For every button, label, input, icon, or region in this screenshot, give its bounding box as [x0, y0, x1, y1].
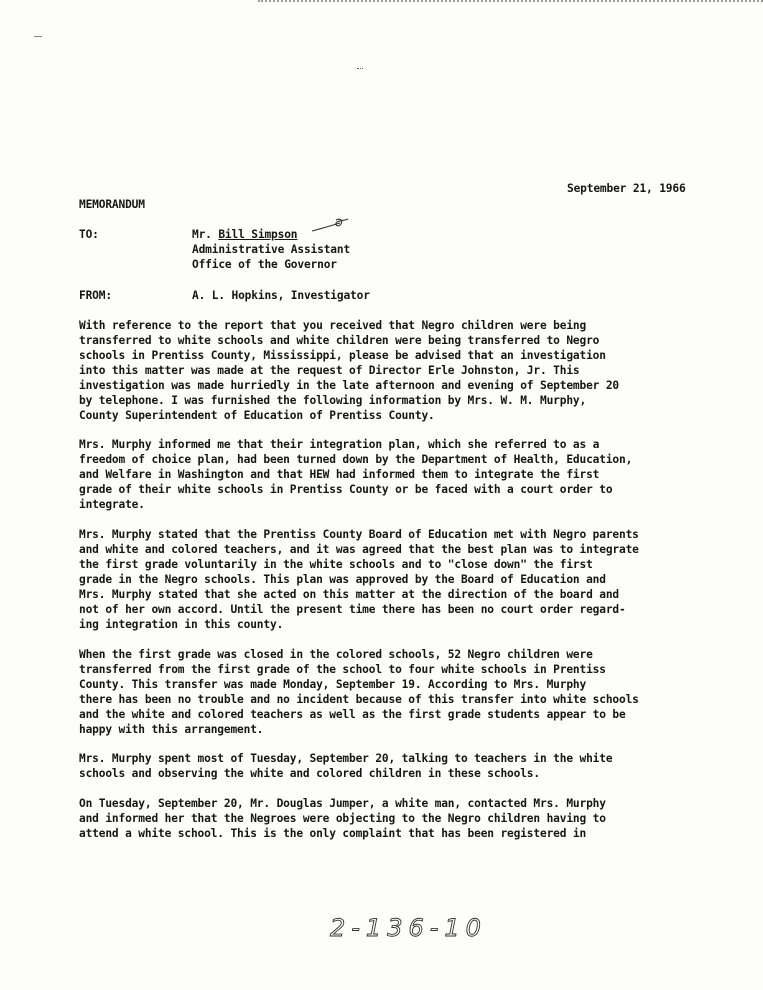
body-paragraph-3	[79, 527, 724, 632]
text-line: Mrs. Murphy spent most of Tuesday, September 20, talking to teachers in the white	[79, 752, 613, 765]
text-line: Mrs. Murphy stated that the Prentiss County Board of Education met with Negro parents	[79, 528, 639, 541]
from-label: FROM:	[79, 289, 112, 302]
to-label: TO:	[79, 228, 99, 241]
recipient-name-prefix: Mr.	[192, 228, 219, 241]
text-line: Mrs. Murphy informed me that their integration plan, which she referred to as a	[79, 438, 600, 451]
scan-speck	[34, 36, 42, 37]
body-paragraph-1	[79, 318, 724, 423]
text-line: grade in the Negro schools. This plan was approved by the Board of Education and	[79, 573, 606, 586]
text-line: schools in Prentiss County, Mississippi, please be advised that an investigation	[79, 349, 606, 362]
text-line: integrate.	[79, 498, 145, 511]
text-line: the first grade voluntarily in the white schools and to "close down" the first	[79, 558, 593, 571]
page-top-edge	[258, 0, 763, 2]
text-line: and the white and colored teachers as well as the first grade students appear to be	[79, 708, 626, 721]
to-recipient-block	[192, 227, 350, 272]
text-line: investigation was made hurriedly in the late afternoon and evening of September 20	[79, 379, 620, 392]
memo-date: September 21, 1966	[567, 182, 686, 195]
recipient-name: Bill Simpson	[218, 228, 298, 241]
handwritten-check-mark	[310, 217, 350, 239]
scan-speck	[357, 68, 363, 69]
handwritten-document-number	[328, 908, 488, 948]
body-paragraph-4	[79, 647, 724, 737]
recipient-office: Office of the Governor	[192, 258, 337, 271]
body-paragraph-2	[79, 437, 724, 512]
text-line: and informed her that the Negroes were objecting to the Negro children having to	[79, 812, 606, 825]
text-line: Mrs. Murphy stated that she acted on this matter at the direction of the board and	[79, 588, 620, 601]
text-line: County Superintendent of Education of Prentiss County.	[79, 409, 435, 422]
text-line: When the first grade was closed in the colored schools, 52 Negro children were	[79, 648, 593, 661]
memo-heading: MEMORANDUM	[79, 198, 145, 211]
body-paragraph-6	[79, 796, 724, 841]
text-line: into this matter was made at the request of Director Erle Johnston, Jr. This	[79, 364, 580, 377]
sender-name: A. L. Hopkins, Investigator	[192, 289, 370, 302]
recipient-name-line	[192, 227, 350, 242]
text-line: With reference to the report that you received that Negro children were being	[79, 319, 587, 332]
text-line: ing integration in this county.	[79, 618, 284, 631]
text-line: by telephone. I was furnished the following information by Mrs. W. M. Murphy,	[79, 394, 587, 407]
text-line: grade of their white schools in Prentiss County or be faced with a court order to	[79, 483, 613, 496]
handwritten-number-text: 2-136-10	[330, 914, 487, 942]
text-line: transferred from the first grade of the school to four white schools in Prentiss	[79, 663, 606, 676]
text-line: happy with this arrangement.	[79, 723, 264, 736]
text-line: transferred to white schools and white children were being transferred to Negro	[79, 334, 600, 347]
text-line: and Welfare in Washington and that HEW had informed them to integrate the first	[79, 468, 600, 481]
text-line: there has been no trouble and no incident because of this transfer into white schools	[79, 693, 639, 706]
text-line: attend a white school. This is the only complaint that has been registered in	[79, 827, 587, 840]
text-line: On Tuesday, September 20, Mr. Douglas Jumper, a white man, contacted Mrs. Murphy	[79, 797, 606, 810]
handwritten-number-svg	[328, 908, 488, 948]
body-paragraph-5	[79, 751, 724, 781]
text-line: County. This transfer was made Monday, September 19. According to Mrs. Murphy	[79, 678, 587, 691]
recipient-title: Administrative Assistant	[192, 243, 351, 256]
text-line: freedom of choice plan, had been turned down by the Department of Health, Education,	[79, 453, 633, 466]
text-line: and white and colored teachers, and it was agreed that the best plan was to integrate	[79, 543, 639, 556]
text-line: not of her own accord. Until the present time there has been no court order regard-	[79, 603, 626, 616]
text-line: schools and observing the white and colored children in these schools.	[79, 767, 540, 780]
